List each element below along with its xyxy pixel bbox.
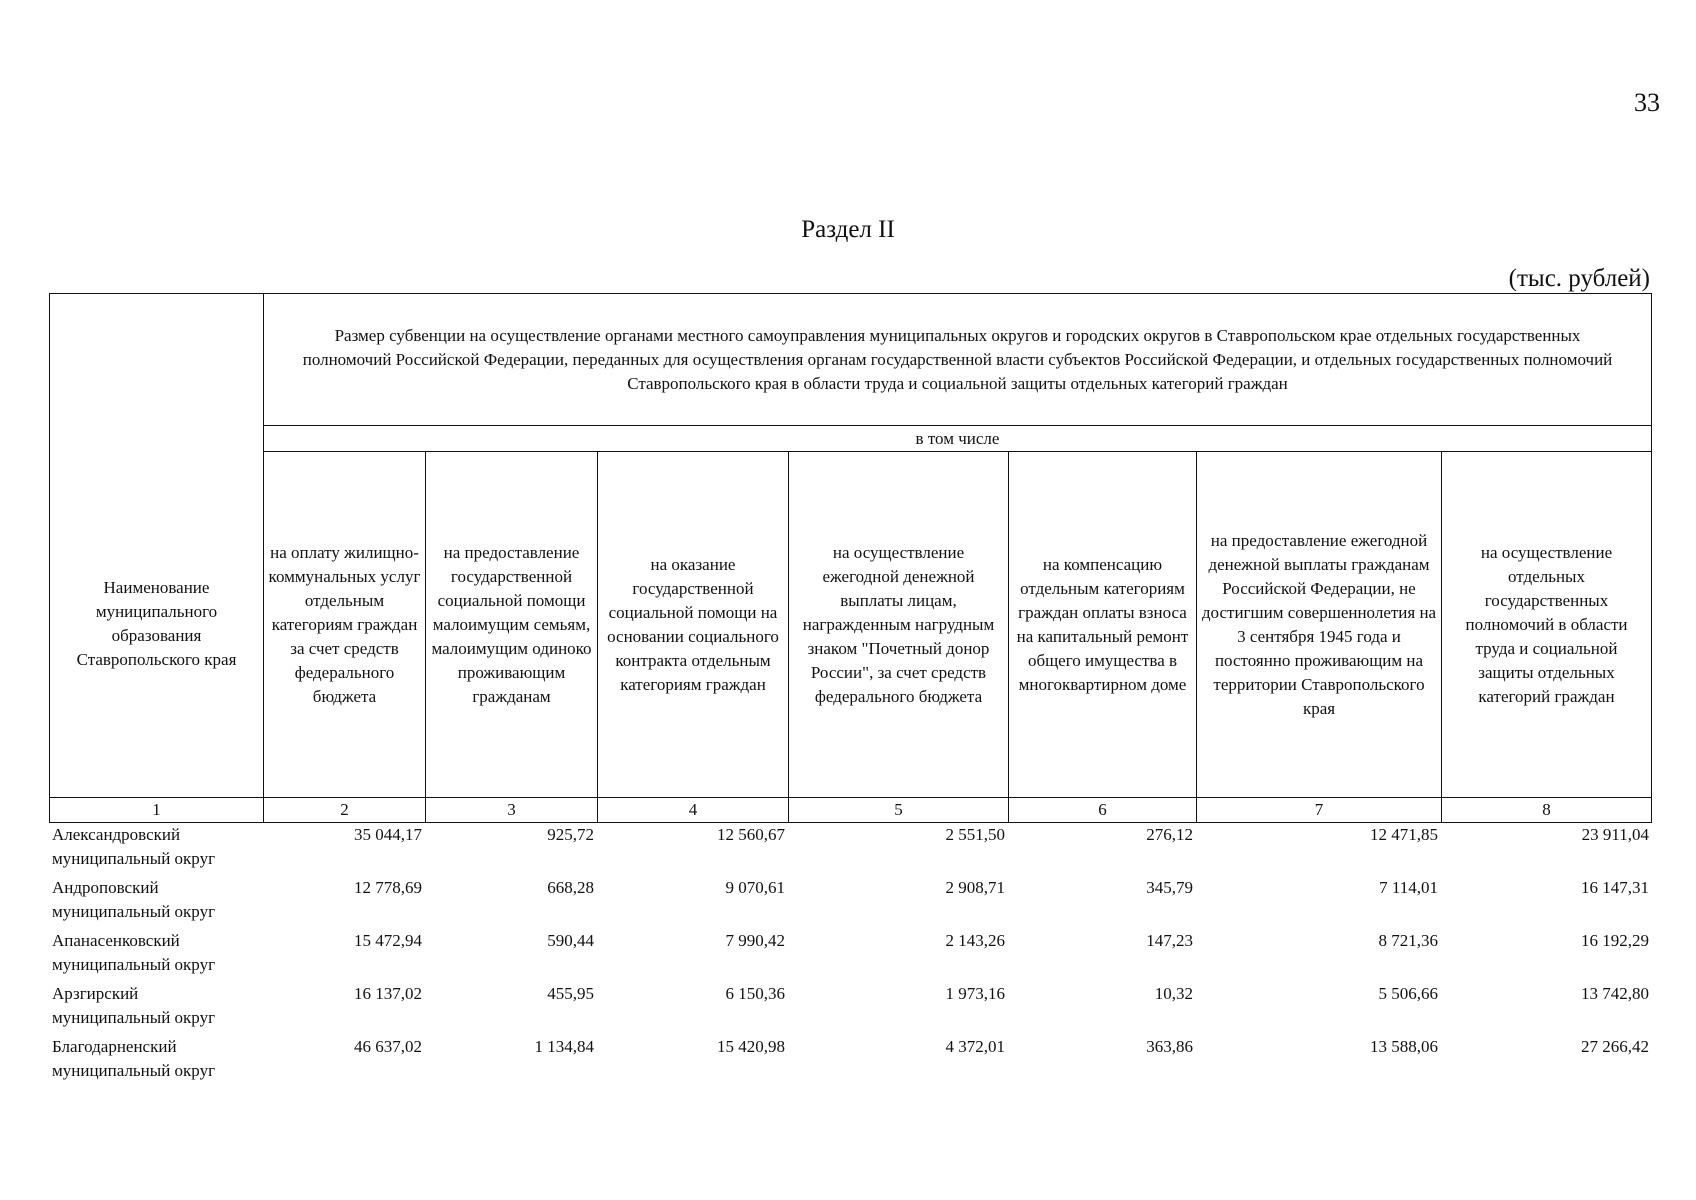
row-name	[52, 876, 272, 924]
row-value: 8 721,36	[1378, 931, 1438, 950]
row-value: 2 143,26	[945, 931, 1005, 950]
row-value: 16 192,29	[1581, 931, 1649, 950]
row-name-line: Арзгирский	[52, 984, 139, 1003]
row-value: 13 588,06	[1370, 1037, 1438, 1056]
row-name-line: муниципальный округ	[52, 1061, 216, 1080]
page-number: 33	[1634, 88, 1660, 117]
header-name-column: Наименование муниципального образования Ставропольского края	[76, 578, 237, 669]
row-value: 276,12	[1146, 825, 1193, 844]
column-number: 3	[507, 800, 516, 819]
units-label: (тыс. рублей)	[1508, 265, 1650, 292]
row-value: 455,95	[547, 984, 594, 1003]
row-value: 6 150,36	[725, 984, 785, 1003]
row-value: 5 506,66	[1378, 984, 1438, 1003]
row-value: 15 472,94	[354, 931, 422, 950]
row-value: 13 742,80	[1581, 984, 1649, 1003]
row-value: 1 134,84	[534, 1037, 594, 1056]
row-value: 925,72	[547, 825, 594, 844]
row-name-line: Благодарненский	[52, 1037, 177, 1056]
row-value: 147,23	[1146, 931, 1193, 950]
row-value: 46 637,02	[354, 1037, 422, 1056]
section-title: Раздел II	[801, 216, 895, 243]
row-value: 12 560,67	[717, 825, 785, 844]
row-name-line: Апанасенковский	[52, 931, 180, 950]
row-value: 1 973,16	[945, 984, 1005, 1003]
row-value: 9 070,61	[725, 878, 785, 897]
column-number: 1	[152, 800, 161, 819]
column-number: 6	[1098, 800, 1107, 819]
row-value: 7 114,01	[1379, 878, 1438, 897]
header-col-4: на оказание государственной социальной помощи на основании социального контракта отдельным категориям граждан	[607, 554, 779, 694]
header-col-6: на компенсацию отдельным категориям граждан оплаты взноса на капитальный ремонт общего имущества в многоквартирном доме	[1016, 554, 1189, 694]
row-name	[52, 823, 272, 871]
row-value: 2 908,71	[945, 878, 1005, 897]
row-name-line: Александровский	[52, 825, 181, 844]
column-number: 2	[340, 800, 349, 819]
row-name-line: муниципальный округ	[52, 1008, 216, 1027]
column-number: 7	[1314, 800, 1324, 819]
row-value: 16 147,31	[1581, 878, 1649, 897]
column-number: 5	[894, 800, 903, 819]
row-value: 10,32	[1154, 984, 1193, 1003]
row-name-line: муниципальный округ	[52, 849, 216, 868]
row-name-line: муниципальный округ	[52, 955, 216, 974]
row-value: 35 044,17	[354, 825, 422, 844]
column-number: 4	[688, 800, 698, 819]
row-name	[52, 1035, 272, 1083]
divider-column-numbers	[49, 797, 1652, 798]
row-value: 16 137,02	[354, 984, 422, 1003]
header-col-7: на предоставление ежегодной денежной выплаты гражданам Российской Федерации, не достигшим совершеннолетия на 3 сентября 1945 года и постоянно проживающим на территории Ставропольского края	[1201, 530, 1437, 718]
header-including: в том числе	[915, 428, 1000, 448]
row-name-line: Андроповский	[52, 878, 159, 897]
header-col-3: на предоставление государственной социальной помощи малоимущим семьям, малоимущим одиноко проживающим гражданам	[431, 542, 592, 706]
row-value: 7 990,42	[725, 931, 785, 950]
header-main-title: Размер субвенции на осуществление органами местного самоуправления муниципальных округов и городских округов в Ставропольском крае отдельных государственных полномочий Российской Федерации, переданных для осуществления органам государственной власти субъектов Российской Федерации, и отдельных государственных полномочий Ставропольского края в области труда и социальной защиты отдельных категорий граждан	[302, 325, 1613, 393]
column-number: 8	[1542, 800, 1551, 819]
row-value: 668,28	[547, 878, 594, 897]
row-name	[52, 929, 272, 977]
row-value: 12 471,85	[1370, 825, 1438, 844]
row-value: 27 266,42	[1581, 1037, 1649, 1056]
row-value: 15 420,98	[717, 1037, 785, 1056]
row-value: 23 911,04	[1581, 825, 1649, 844]
row-value: 590,44	[547, 931, 594, 950]
row-value: 2 551,50	[945, 825, 1005, 844]
header-col-5: на осуществление ежегодной денежной выплаты лицам, награжденным нагрудным знаком "Почетный донор России", за счет средств федерального бюджета	[802, 542, 995, 706]
row-name-line: муниципальный округ	[52, 902, 216, 921]
row-value: 12 778,69	[354, 878, 422, 897]
header-col-8: на осуществление отдельных государственных полномочий в области труда и социальной защиты отдельных категорий граждан	[1465, 542, 1628, 706]
row-value: 4 372,01	[945, 1037, 1005, 1056]
row-name	[52, 982, 272, 1030]
row-value: 345,79	[1146, 878, 1193, 897]
row-value: 363,86	[1146, 1037, 1193, 1056]
header-col-2: на оплату жилищно-коммунальных услуг отдельным категориям граждан за счет средств федерального бюджета	[268, 542, 421, 706]
